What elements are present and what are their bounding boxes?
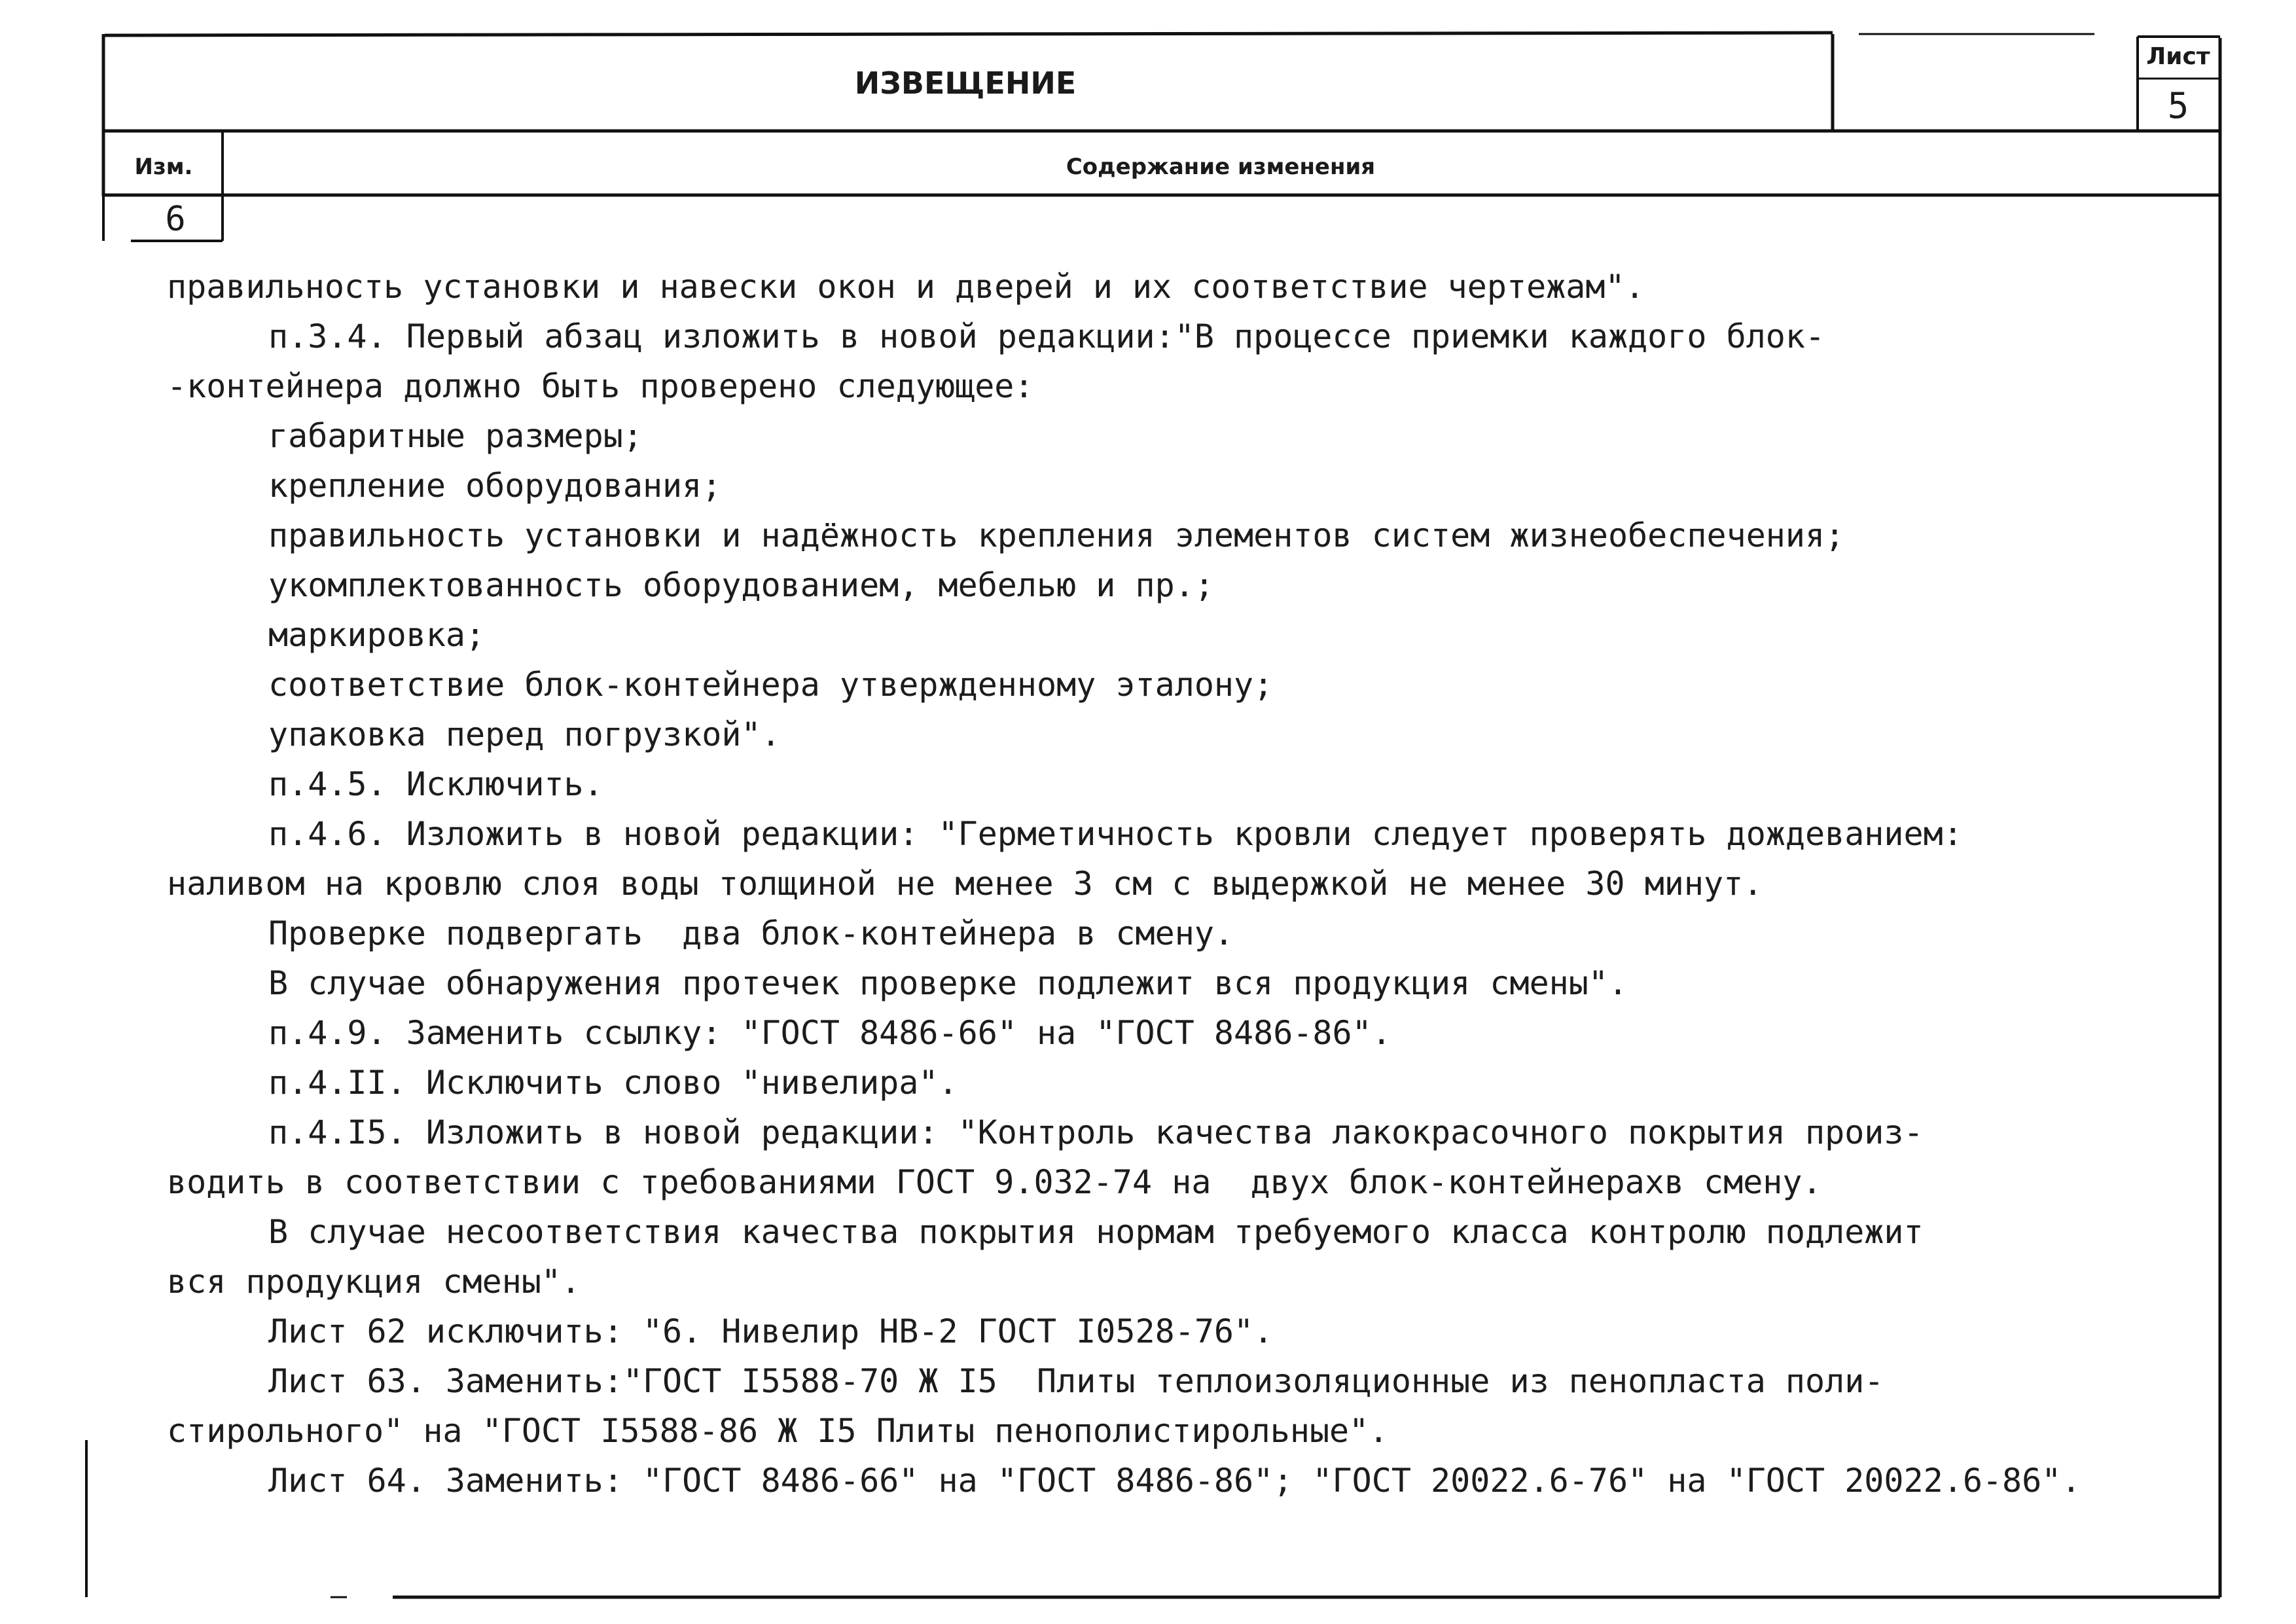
- text-line: Проверке подвергать два блок-контейнера в смену.: [268, 914, 1234, 952]
- sheet-label: Лист: [2146, 43, 2210, 70]
- text-line: вся продукция смены".: [167, 1263, 581, 1301]
- document-title: ИЗВЕЩЕНИЕ: [854, 65, 1077, 101]
- text-line: п.4.5. Исключить.: [268, 765, 603, 803]
- text-line: маркировка;: [268, 616, 486, 654]
- text-line: упаковка перед погрузкой".: [268, 715, 781, 753]
- text-line: габаритные размеры;: [268, 417, 643, 455]
- text-line: п.4.II. Исключить слово "нивелира".: [268, 1064, 958, 1102]
- text-line: В случае обнаружения протечек проверке подлежит вся продукция смены".: [268, 964, 1628, 1002]
- text-line: соответствие блок-контейнера утвержденному эталону;: [268, 666, 1274, 704]
- text-line: Лист 64. Заменить: "ГОСТ 8486-66" на "ГОСТ 8486-86"; "ГОСТ 20022.6-76" на "ГОСТ 20022.6-86".: [268, 1462, 2081, 1500]
- sheet-number: 5: [2167, 84, 2189, 126]
- change-column-header: Изм.: [134, 154, 193, 180]
- text-line: Лист 62 исключить: "6. Нивелир НВ-2 ГОСТ I0528-76".: [268, 1312, 1274, 1350]
- text-line: -контейнера должно быть проверено следующее:: [167, 367, 1034, 405]
- content-column-header: Содержание изменения: [1066, 154, 1376, 180]
- text-line: п.4.6. Изложить в новой редакции: "Герметичность кровли следует проверять дождеванием:: [268, 815, 1963, 853]
- text-line: п.3.4. Первый абзац изложить в новой редакции:"В процессе приемки каждого блок-: [268, 317, 1825, 355]
- text-line: Лист 63. Заменить:"ГОСТ I5588-70 Ж I5 Плиты теплоизоляционные из пенопласта поли-: [268, 1362, 1884, 1400]
- text-line: стирольного" на "ГОСТ I5588-86 Ж I5 Плиты пенополистирольные".: [167, 1412, 1389, 1450]
- text-line: п.4.9. Заменить ссылку: "ГОСТ 8486-66" на "ГОСТ 8486-86".: [268, 1014, 1391, 1052]
- text-line: правильность установки и надёжность крепления элементов систем жизнеобеспечения;: [268, 516, 1845, 554]
- text-line: п.4.I5. Изложить в новой редакции: "Контроль качества лакокрасочного покрытия произ-: [268, 1113, 1924, 1151]
- text-line: укомплектованность оборудованием, мебелью и пр.;: [268, 566, 1214, 604]
- text-line: водить в соответствии с требованиями ГОСТ 9.032-74 на двух блок-контейнерахв смену.: [167, 1163, 1822, 1201]
- change-number: 6: [165, 200, 186, 239]
- text-line: правильность установки и навески окон и дверей и их соответствие чертежам".: [167, 268, 1645, 306]
- text-line: наливом на кровлю слоя воды толщиной не менее 3 см с выдержкой не менее 30 минут.: [167, 865, 1763, 903]
- text-line: крепление оборудования;: [268, 467, 722, 505]
- text-line: В случае несоответствия качества покрытия нормам требуемого класса контролю подлежит: [268, 1213, 1924, 1251]
